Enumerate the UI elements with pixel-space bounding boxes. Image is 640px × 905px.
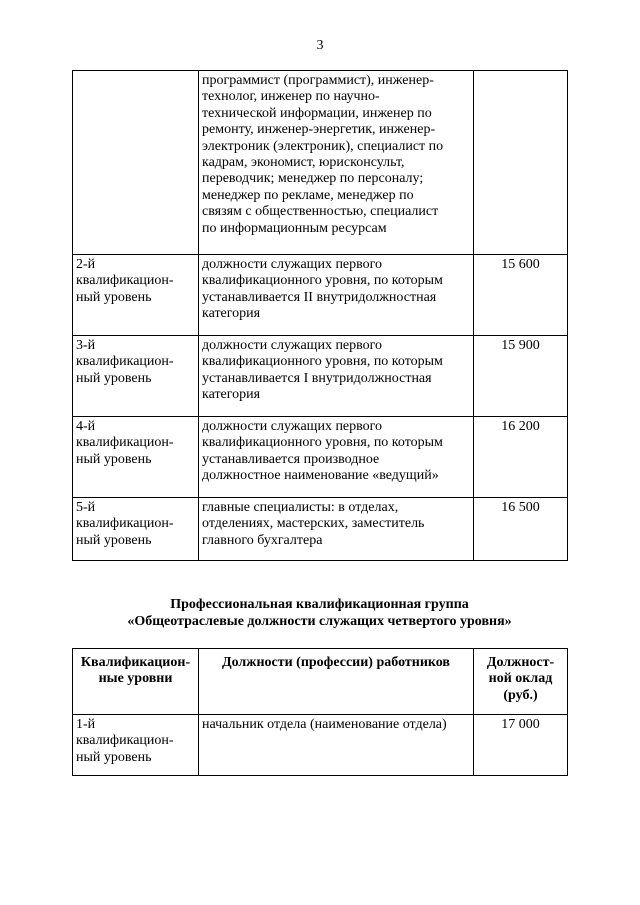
qualification-level-cell: 1-й квалификацион- ный уровень	[73, 715, 199, 776]
table-row	[73, 71, 568, 255]
positions-cell: должности служащих первого квалификационного уровня, по которым устанавливается I внутридолжностная категория	[199, 336, 474, 417]
positions-cell: программист (программист), инженер- технолог, инженер по научно- технической информации, инженер по ремонту, инженер-энергетик, инженер- электроник (электроник), специалист по кадрам, экономист, юрисконсульт, переводчик; менеджер по персоналу; менеджер по рекламе, менеджер по связям с общественностью, специалист по информационным ресурсам	[199, 71, 474, 255]
table-row	[73, 715, 568, 776]
salary-cell: 15 900	[474, 336, 568, 417]
qualification-level-cell	[73, 71, 199, 255]
qualification-level-cell: 5-й квалификацион- ный уровень	[73, 498, 199, 561]
positions-cell: должности служащих первого квалификационного уровня, по которым устанавливается II внутридолжностная категория	[199, 255, 474, 336]
table-row	[73, 336, 568, 417]
qualification-level-cell: 4-й квалификацион- ный уровень	[73, 417, 199, 498]
table-row	[73, 255, 568, 336]
positions-cell: должности служащих первого квалификационного уровня, по которым устанавливается производное должностное наименование «ведущий»	[199, 417, 474, 498]
section-title	[72, 596, 567, 630]
salary-table-fourth-level	[72, 648, 568, 776]
positions-cell: начальник отдела (наименование отдела)	[199, 715, 474, 776]
qualification-level-cell: 2-й квалификацион- ный уровень	[73, 255, 199, 336]
salary-cell: 17 000	[474, 715, 568, 776]
page-number: 3	[316, 38, 324, 53]
salary-cell: 15 600	[474, 255, 568, 336]
positions-cell: главные специалисты: в отделах, отделениях, мастерских, заместитель главного бухгалтера	[199, 498, 474, 561]
table-header-row	[73, 649, 568, 715]
salary-table-continued	[72, 70, 568, 561]
salary-cell: 16 200	[474, 417, 568, 498]
table-row	[73, 417, 568, 498]
section-title-line-1: Профессиональная квалификационная группа	[170, 597, 469, 612]
header-positions: Должности (профессии) работников	[199, 649, 474, 715]
salary-cell: 16 500	[474, 498, 568, 561]
qualification-level-cell: 3-й квалификацион- ный уровень	[73, 336, 199, 417]
salary-cell	[474, 71, 568, 255]
section-title-line-2: «Общеотраслевые должности служащих четвертого уровня»	[127, 614, 512, 629]
header-salary: Должност- ной оклад (руб.)	[474, 649, 568, 715]
header-qualification-levels: Квалификацион- ные уровни	[73, 649, 199, 715]
table-row	[73, 498, 568, 561]
